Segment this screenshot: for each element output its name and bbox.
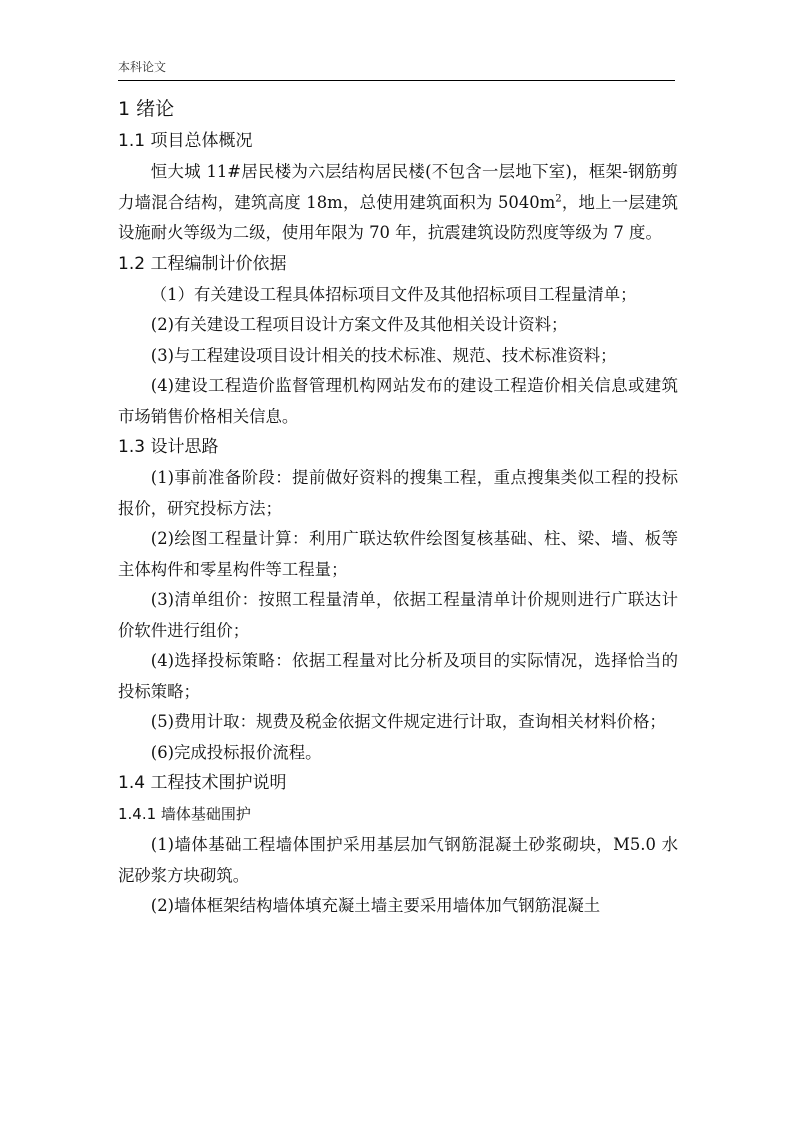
paragraph-wall-1: (1)墙体基础工程墙体围护采用基层加气钢筋混凝土砂浆砌块，M5.0 水泥砂浆方块砌筑。 [118,835,678,885]
chapter-heading: 1 绪论 [118,98,175,120]
page-header: 本科论文 [118,60,167,74]
paragraph-wall-2: (2)墙体框架结构墙体填充凝土墙主要采用墙体加气钢筋混凝土 [150,896,601,915]
paragraph-idea-6: (6)完成投标报价流程。 [150,742,322,762]
paragraph-basis-3: (3)与工程建设项目设计相关的技术标准、规范、技术标准资料； [150,345,617,365]
paragraph-idea-5: (5)费用计取：规费及税金依据文件规定进行计取，查询相关材料价格； [150,712,666,731]
header-rule [118,80,675,81]
paragraph-overview-a: 恒大城 11#居民楼为六层结构居民楼(不包含一层地下室)，框架-钢筋剪力墙混合结构，建筑高度 18m，总使用建筑面积为 5040m [118,162,678,212]
superscript-2: 2 [555,193,562,205]
section-heading-1-4-1: 1.4.1 墙体基础围护 [118,805,251,823]
section-heading-1-2: 1.2 工程编制计价依据 [118,253,287,274]
paragraph-basis-1: （1）有关建设工程具体招标项目文件及其他招标项目工程量清单； [150,284,637,304]
paragraph-overview [118,157,678,249]
document-body [118,92,678,922]
paragraph-idea-1: (1)事前准备阶段：提前做好资料的搜集工程，重点搜集类似工程的投标报价，研究投标方法； [118,468,678,518]
paragraph-idea-4: (4)选择投标策略：依据工程量对比分析及项目的实际情况，选择恰当的投标策略； [118,651,678,701]
paragraph-basis-2: (2)有关建设工程项目设计方案文件及其他相关设计资料； [150,315,568,334]
section-heading-1-3: 1.3 设计思路 [118,437,219,457]
section-heading-1-4: 1.4 工程技术围护说明 [118,773,287,793]
paragraph-idea-3: (3)清单组价：按照工程量清单，依据工程量清单计价规则进行广联达计价软件进行组价； [118,590,678,640]
paragraph-overview-b: ，地上一层建筑设施耐火等级为二级，使用年限为 70 年，抗震建筑设防烈度等级为 7 度。 [118,192,679,242]
paragraph-idea-2: (2)绘图工程量计算：利用广联达软件绘图复核基础、柱、梁、墙、板等主体构件和零星构件等工程量； [118,529,678,579]
paragraph-basis-4: (4)建设工程造价监督管理机构网站发布的建设工程造价相关信息或建筑市场销售价格相关信息。 [118,376,678,426]
section-heading-1-1: 1.1 项目总体概况 [118,131,253,151]
